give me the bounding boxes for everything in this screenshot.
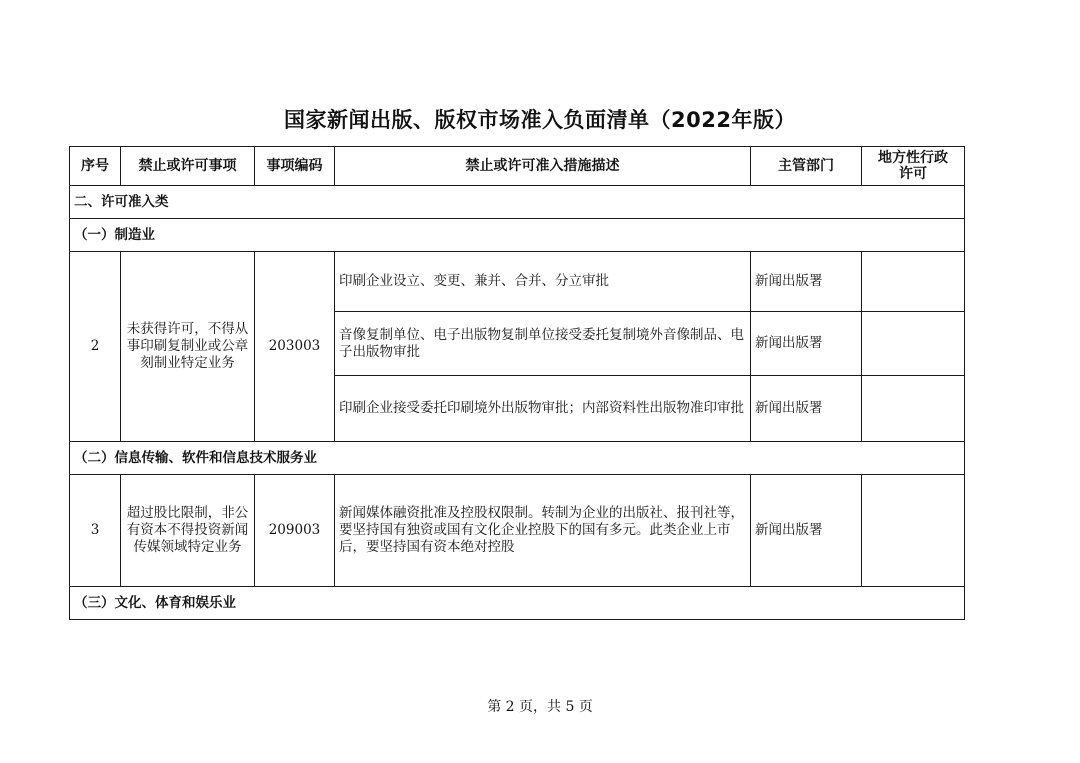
measure-dept: 新闻出版署 <box>751 376 862 442</box>
header-desc: 禁止或许可准入措施描述 <box>335 147 751 186</box>
section-row <box>70 587 965 620</box>
table-row <box>70 475 965 587</box>
document-title: 国家新闻出版、版权市场准入负面清单（2022年版） <box>284 108 796 132</box>
table-row <box>70 252 965 312</box>
section-row <box>70 186 965 219</box>
measure-desc: 印刷企业接受委托印刷境外出版物审批；内部资料性出版物准印审批 <box>335 376 751 442</box>
header-seq: 序号 <box>70 147 121 186</box>
measure-dept: 新闻出版署 <box>751 475 862 587</box>
entry-seq: 3 <box>70 475 121 587</box>
section-title-manufacturing: （一）制造业 <box>70 219 965 252</box>
measure-local <box>862 475 965 587</box>
section-title-licensing: 二、许可准入类 <box>70 186 965 219</box>
entry-code: 203003 <box>255 252 335 442</box>
entry-item: 超过股比限制，非公有资本不得投资新闻传媒领域特定业务 <box>121 475 255 587</box>
page-number: 第 2 页，共 5 页 <box>487 699 593 715</box>
section-title-culture: （三）文化、体育和娱乐业 <box>70 587 965 620</box>
header-local: 地方性行政许可 <box>862 147 965 186</box>
header-code: 事项编码 <box>255 147 335 186</box>
measure-dept: 新闻出版署 <box>751 312 862 376</box>
entry-item: 未获得许可，不得从事印刷复制业或公章刻制业特定业务 <box>121 252 255 442</box>
entry-seq: 2 <box>70 252 121 442</box>
header-item: 禁止或许可事项 <box>121 147 255 186</box>
section-row <box>70 219 965 252</box>
measure-dept: 新闻出版署 <box>751 252 862 312</box>
section-title-it-services: （二）信息传输、软件和信息技术服务业 <box>70 442 965 475</box>
measure-desc: 新闻媒体融资批准及控股权限制。转制为企业的出版社、报刊社等，要坚持国有独资或国有文化企业控股下的国有多元。此类企业上市后，要坚持国有资本绝对控股 <box>335 475 751 587</box>
measure-local <box>862 376 965 442</box>
measure-desc: 音像复制单位、电子出版物复制单位接受委托复制境外音像制品、电子出版物审批 <box>335 312 751 376</box>
negative-list-table <box>69 146 965 620</box>
header-row <box>70 147 965 186</box>
measure-local <box>862 312 965 376</box>
entry-code: 209003 <box>255 475 335 587</box>
measure-local <box>862 252 965 312</box>
section-row <box>70 442 965 475</box>
measure-desc: 印刷企业设立、变更、兼并、合并、分立审批 <box>335 252 751 312</box>
header-dept: 主管部门 <box>751 147 862 186</box>
